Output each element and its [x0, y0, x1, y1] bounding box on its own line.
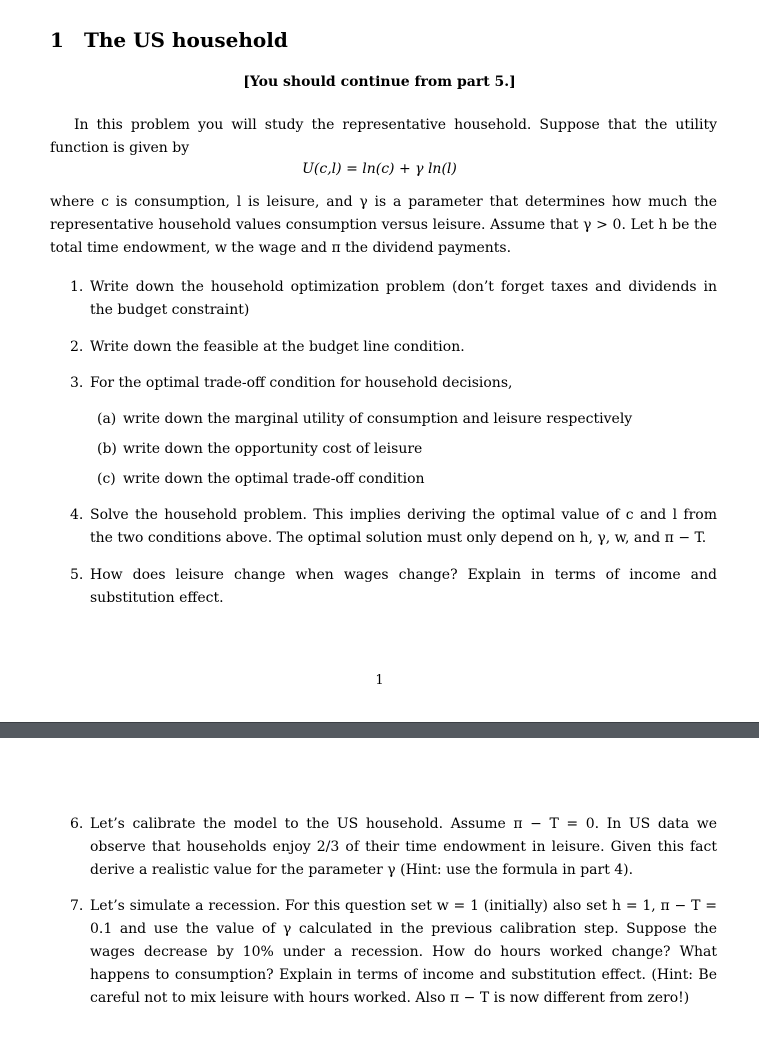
subitem-a	[97, 408, 632, 431]
question-text: For the optimal trade-off condition for household decisions,	[90, 375, 513, 391]
section-heading	[50, 28, 288, 52]
continuation-note: [You should continue from part 5.]	[243, 74, 516, 90]
page-separator	[0, 722, 759, 738]
question-number: 3.	[70, 375, 84, 391]
question-number: 6.	[70, 816, 84, 832]
page-number: 1	[375, 673, 384, 688]
utility-formula: U(c,l) = ln(c) + γ ln(l)	[302, 161, 457, 177]
definitions-paragraph: where c is consumption, l is leisure, and γ is a parameter that determines how much the representative household values consumption versus leisure. Assume that γ > 0. Let h be the total time endowment, w the wage and π the dividend payments.	[50, 194, 717, 256]
subitem-label: (a)	[97, 411, 117, 427]
subitem-c	[97, 468, 425, 491]
subitem-label: (c)	[97, 471, 116, 487]
question-text: Let’s simulate a recession. For this question set w = 1 (initially) also set h = 1, π − T = 0.1 and use the value of γ calculated in the previous calibration step. Suppose the wages decrease by 10% under a recession. How do hours worked change? What happens to consumption? Explain in terms of income and substitution effect. (Hint: Be careful not to mix leisure with hours worked. Also π − T is now different from zero!)	[90, 898, 717, 1006]
question-number: 5.	[70, 567, 84, 583]
question-text: Write down the household optimization problem (don’t forget taxes and dividends in the budget constraint)	[90, 279, 717, 318]
question-text: Solve the household problem. This implies deriving the optimal value of c and l from the two conditions above. The optimal solution must only depend on h, γ, w, and π − T.	[90, 507, 717, 546]
question-text: Let’s calibrate the model to the US household. Assume π − T = 0. In US data we observe that households enjoy 2/3 of their time endowment in leisure. Given this fact derive a realistic value for the parameter γ (Hint: use the formula in part 4).	[90, 816, 717, 878]
subitem-text: write down the opportunity cost of leisure	[123, 441, 423, 457]
question-number: 7.	[70, 898, 84, 914]
subitem-label: (b)	[97, 441, 117, 457]
question-number: 4.	[70, 507, 84, 523]
subitem-text: write down the optimal trade-off condition	[123, 471, 425, 487]
question-number: 1.	[70, 279, 84, 295]
subitem-b	[97, 438, 422, 461]
question-text: Write down the feasible at the budget line condition.	[90, 339, 465, 355]
question-text: How does leisure change when wages change? Explain in terms of income and substitution effect.	[90, 567, 717, 606]
page-2	[0, 737, 759, 1039]
section-number: 1	[50, 28, 64, 52]
intro-paragraph: In this problem you will study the representative household. Suppose that the utility function is given by	[50, 117, 717, 156]
subitem-text: write down the marginal utility of consumption and leisure respectively	[123, 411, 633, 427]
section-title: The US household	[84, 28, 288, 52]
question-number: 2.	[70, 339, 84, 355]
